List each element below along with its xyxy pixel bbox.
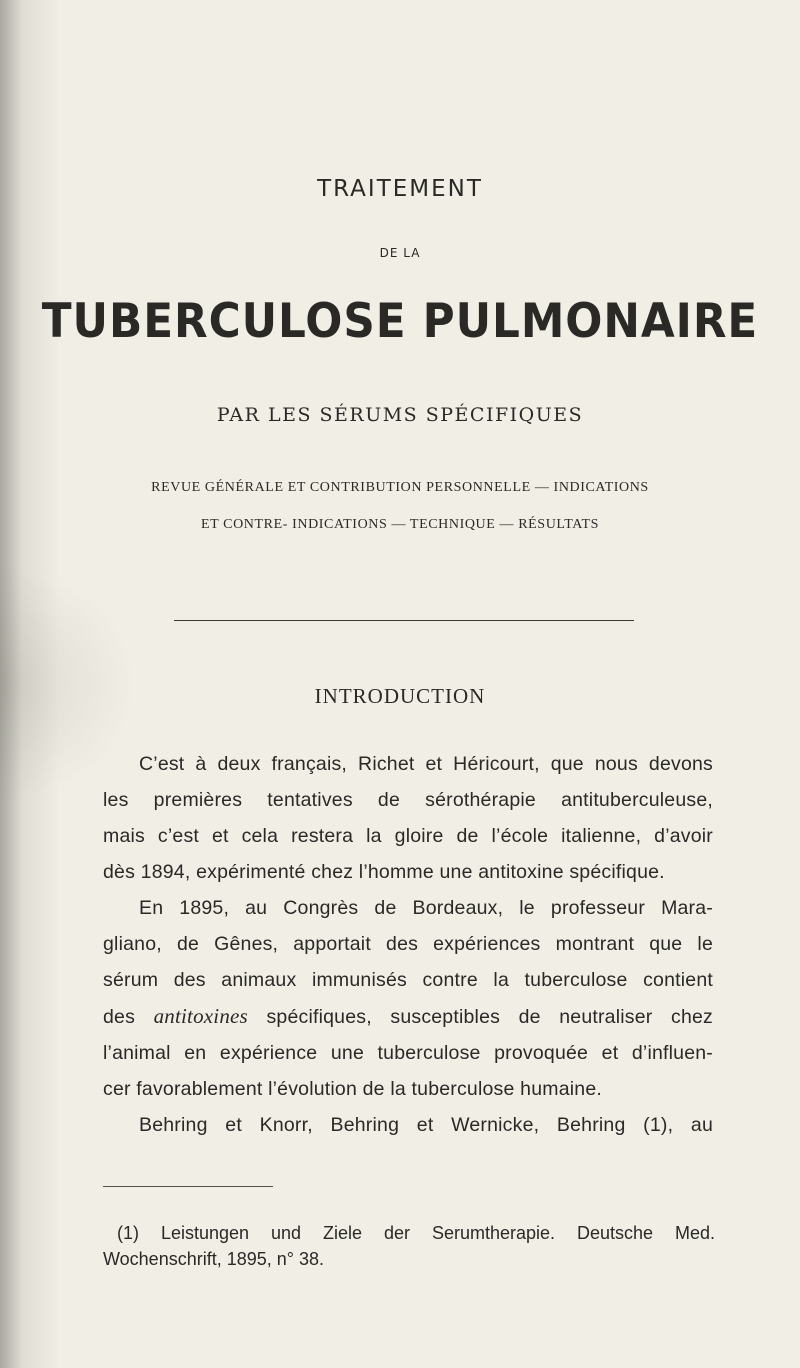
title-line-traitement: TRAITEMENT xyxy=(317,176,483,202)
body-line: C’est à deux français, Richet et Héricourt, que nous devons xyxy=(139,753,713,775)
body-line: sérum des animaux immunisés contre la tuberculose contient xyxy=(103,969,713,991)
section-heading: INTRODUCTION xyxy=(314,684,486,708)
contents-line-1: REVUE GÉNÉRALE ET CONTRIBUTION PERSONNELLE — INDICATIONS xyxy=(151,480,649,495)
footnote-divider xyxy=(103,1186,273,1187)
body-line: mais c’est et cela restera la gloire de l’école italienne, d’avoir xyxy=(103,825,713,847)
footnote xyxy=(103,1220,715,1272)
main-title: TUBERCULOSE PULMONAIRE xyxy=(41,294,759,349)
body-line: l’animal en expérience une tuberculose provoquée et d’influen- xyxy=(103,1042,713,1064)
body-line: cer favorablement l’évolution de la tuberculose humaine. xyxy=(103,1078,602,1100)
body-line-start: des xyxy=(103,1006,154,1028)
body-line: les premières tentatives de sérothérapie antituberculeuse, xyxy=(103,789,713,811)
italic-term: antitoxines xyxy=(153,1004,248,1028)
footnote-line: Wochenschrift, 1895, n° 38. xyxy=(103,1249,324,1269)
footnote-line: (1) Leistungen und Ziele der Serumtherapie. Deutsche Med. xyxy=(117,1223,715,1243)
title-line-de-la: DE LA xyxy=(379,246,421,260)
body-line: dès 1894, expérimenté chez l’homme une antitoxine spécifique. xyxy=(103,861,665,883)
body-paragraph xyxy=(103,746,713,1143)
subtitle: PAR LES SÉRUMS SPÉCIFIQUES xyxy=(216,404,584,426)
body-line-rest: spécifiques, susceptibles de neutraliser chez xyxy=(247,1006,713,1028)
body-line: Behring et Knorr, Behring et Wernicke, Behring (1), au xyxy=(139,1114,713,1136)
body-line-with-italic xyxy=(103,998,713,1035)
contents-line-2: ET CONTRE- INDICATIONS — TECHNIQUE — RÉSULTATS xyxy=(201,517,599,532)
body-line: gliano, de Gênes, apportait des expériences montrant que le xyxy=(103,933,713,955)
title-divider xyxy=(174,620,634,621)
body-line: En 1895, au Congrès de Bordeaux, le professeur Mara- xyxy=(139,897,713,919)
